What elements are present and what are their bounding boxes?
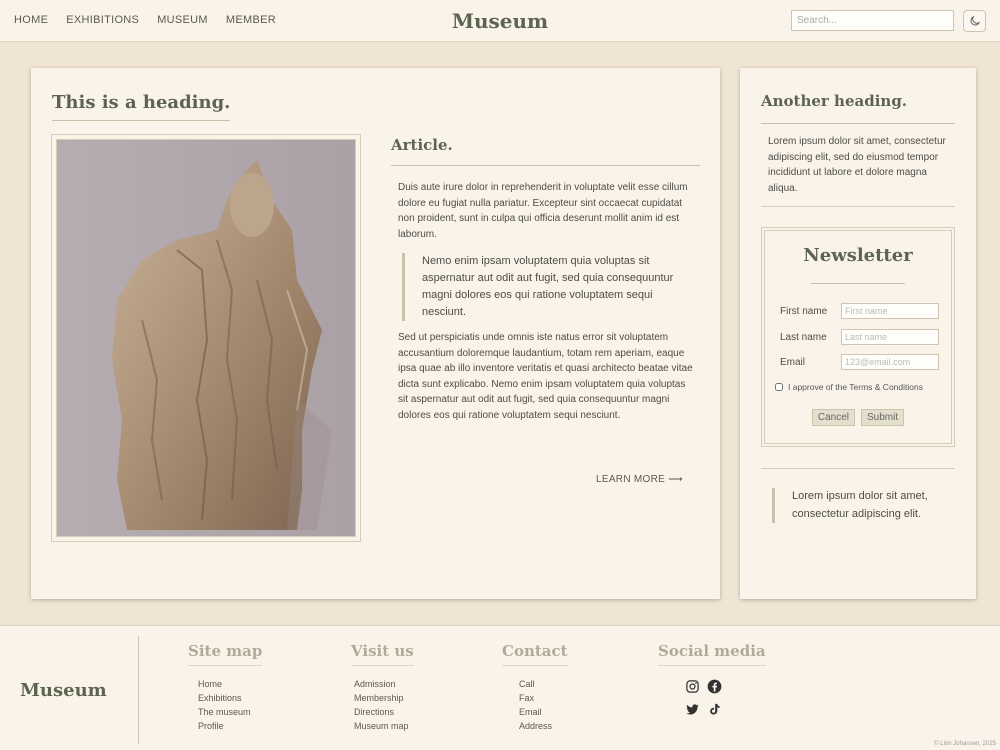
first-name-row	[780, 303, 940, 319]
footer-link[interactable]: Call	[519, 679, 535, 689]
last-name-input[interactable]	[841, 329, 939, 345]
sidebar-quote: Lorem ipsum dolor sit amet, consectetur adipiscing elit.	[772, 488, 956, 523]
footer-link[interactable]: Profile	[198, 721, 224, 731]
email-label: Email	[780, 356, 806, 368]
statue-image-frame	[51, 134, 361, 542]
first-name-input[interactable]	[841, 303, 939, 319]
footer-link[interactable]: Address	[519, 721, 553, 731]
statue-illustration	[57, 140, 355, 537]
theme-toggle-button[interactable]	[963, 10, 986, 32]
footer-divider	[138, 636, 139, 744]
top-navigation-bar	[0, 0, 1000, 42]
footer-visit-title: Visit us	[351, 642, 414, 666]
main-article-card	[31, 68, 720, 599]
terms-checkbox[interactable]	[775, 383, 783, 391]
footer-sitemap-title: Site map	[188, 642, 262, 666]
footer-link[interactable]: Email	[519, 707, 542, 717]
newsletter-divider	[811, 283, 905, 284]
twitter-icon[interactable]	[684, 701, 700, 717]
nav-member-link[interactable]: MEMBER	[225, 14, 276, 26]
footer-sitemap	[188, 642, 262, 733]
article-paragraph-1: Duis aute irure dolor in reprehenderit in voluptate velit esse cillum dolore eu fugiat nulla pariatur. Excepteur sint occaecat cupidatat non proident, sunt in culpa qui officia deserunt mollit anim id est laborum.	[398, 182, 688, 240]
terms-consent	[775, 382, 923, 392]
footer-logo[interactable]: Museum	[20, 680, 107, 701]
footer-contact	[502, 642, 568, 733]
footer-link[interactable]: Home	[198, 679, 223, 689]
copyright: © Linn Johansen, 2025	[934, 741, 996, 747]
sidebar-divider	[761, 206, 955, 207]
nav-exhibitions-link[interactable]: EXHIBITIONS	[66, 14, 140, 26]
sidebar-divider-2	[761, 468, 955, 469]
cancel-button[interactable]: Cancel	[812, 409, 855, 426]
email-input[interactable]	[841, 354, 939, 370]
footer-contact-title: Contact	[502, 642, 568, 666]
footer-link[interactable]: The museum	[198, 707, 251, 717]
footer-visit	[351, 642, 414, 733]
statue-image	[56, 139, 356, 537]
article-paragraph-2: Sed ut perspiciatis unde omnis iste natus error sit voluptatem accusantium doloremque laudantium, totam rem aperiam, eaque ipsa quae ab illo inventore veritatis et quasi architecto beatae vitae dicta sunt explicabo. Nemo enim ipsam voluptatem quia voluptas sit aspernatur aut odit aut fugit, sed quia consequuntur magni dolores eos qui ratione voluptatem sequi nesciunt.	[398, 332, 693, 421]
social-icons	[684, 678, 728, 717]
article-heading: Article.	[391, 136, 700, 166]
moon-icon	[969, 15, 981, 27]
footer-link[interactable]: Exhibitions	[198, 693, 242, 703]
instagram-icon[interactable]	[684, 678, 700, 694]
footer-link[interactable]: Fax	[519, 693, 535, 703]
footer-link[interactable]: Directions	[354, 707, 395, 717]
sidebar-heading: Another heading.	[761, 92, 955, 124]
terms-label: I approve of the Terms & Conditions	[788, 382, 923, 392]
sidebar-text: Lorem ipsum dolor sit amet, consectetur adipiscing elit, sed do eiusmod tempor incididunt ut labore et dolore magna aliqua.	[768, 136, 946, 194]
footer-link[interactable]: Admission	[354, 679, 396, 689]
site-logo[interactable]: Museum	[451, 9, 549, 33]
form-buttons	[765, 409, 951, 426]
footer-link[interactable]: Museum map	[354, 721, 409, 731]
footer-social	[658, 642, 766, 666]
email-row	[780, 354, 940, 370]
learn-more-link[interactable]: LEARN MORE ⟶	[596, 474, 683, 485]
footer-link[interactable]: Membership	[354, 693, 404, 703]
article-quote: Nemo enim ipsam voluptatem quia voluptas sit aspernatur aut odit aut fugit, sed quia consequuntur magni dolores eos qui ratione voluptatem sequi nesciunt.	[402, 253, 698, 321]
newsletter-form	[761, 227, 955, 447]
footer-social-title: Social media	[658, 642, 766, 666]
tiktok-icon[interactable]	[706, 701, 722, 717]
site-footer	[0, 625, 1000, 750]
sidebar-card	[740, 68, 976, 599]
submit-button[interactable]: Submit	[861, 409, 904, 426]
facebook-icon[interactable]	[706, 678, 722, 694]
newsletter-title: Newsletter	[803, 245, 913, 266]
last-name-label: Last name	[780, 331, 827, 343]
nav-home-link[interactable]: HOME	[14, 14, 49, 26]
last-name-row	[780, 329, 940, 345]
page-heading: This is a heading.	[52, 92, 230, 121]
first-name-label: First name	[780, 305, 828, 317]
nav-museum-link[interactable]: MUSEUM	[157, 14, 208, 26]
search-input[interactable]	[791, 10, 954, 31]
